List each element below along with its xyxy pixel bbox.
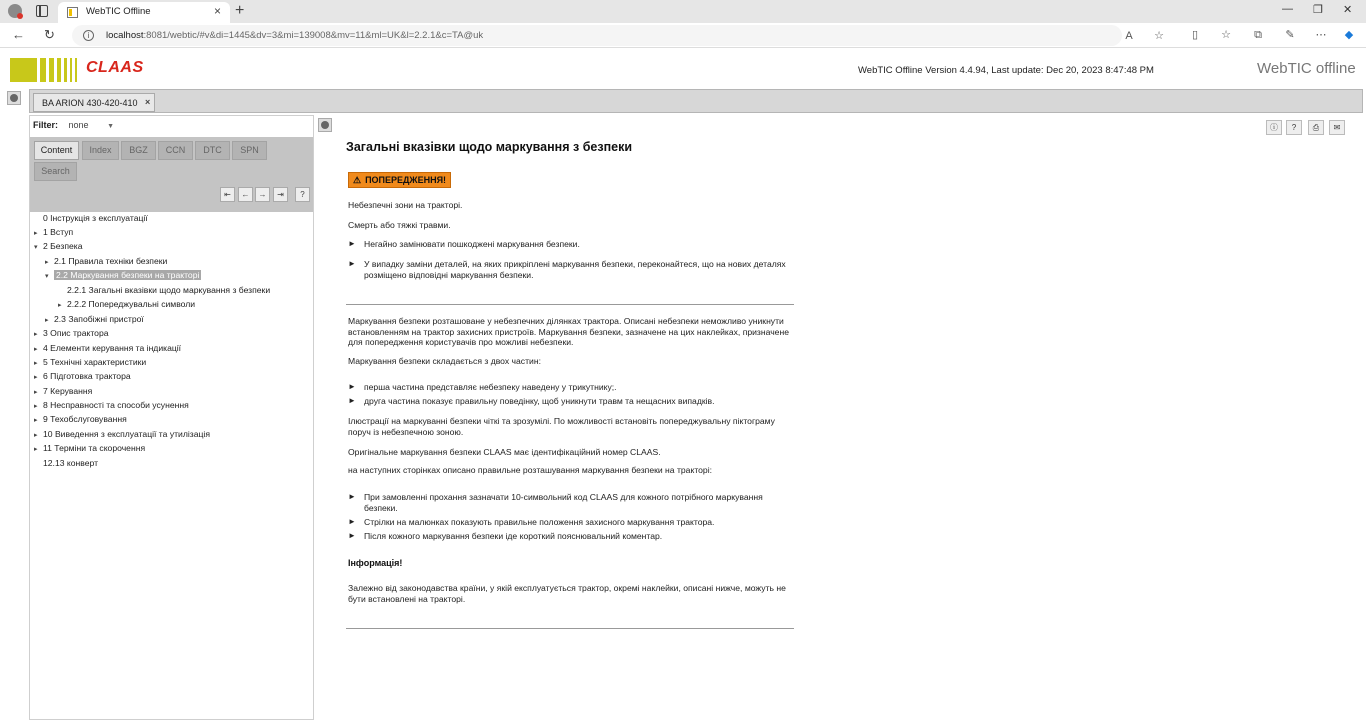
- tree-item[interactable]: ▸ 11 Терміни та скорочення: [34, 443, 146, 453]
- site-info-icon[interactable]: i: [83, 30, 94, 41]
- split-screen-icon[interactable]: ▯: [1191, 29, 1199, 41]
- paragraph: Ілюстрації на маркуванні безпеки чіткі та зрозумілі. По можливості встановіть попереджувальну піктограму поруч із небезпечною зоною.: [348, 416, 775, 437]
- claas-logo-bars: [10, 58, 78, 82]
- divider: [346, 628, 794, 629]
- document-tab-label: BA ARION 430-420-410: [42, 98, 138, 108]
- app-header: [0, 48, 1366, 88]
- side-toggle-icon[interactable]: [7, 91, 21, 105]
- more-icon[interactable]: ⋯: [1315, 29, 1327, 41]
- url-text: localhost:8081/webtic/#v&di=1445&dv=3&mi=139008&mv=11&ml=UK&l=2.2.1&c=TA@uk: [106, 30, 484, 41]
- help-icon[interactable]: ?: [1286, 120, 1302, 135]
- tab-bgz[interactable]: BGZ: [121, 141, 156, 160]
- tree-item[interactable]: 2.2.1 Загальні вказівки щодо маркування з безпеки: [67, 285, 271, 295]
- extensions-icon[interactable]: ✎: [1285, 29, 1295, 41]
- document-tab-bar: [29, 89, 1363, 113]
- filter-label: Filter:: [33, 120, 59, 130]
- new-tab-icon[interactable]: +: [235, 2, 245, 19]
- back-icon[interactable]: ←: [12, 27, 25, 42]
- print-icon[interactable]: ⎙: [1308, 120, 1324, 135]
- paragraph: Залежно від законодавства країни, у якій експлуатується трактор, окремі наклейки, описані нижче, можуть не бути встановлені на тракторі.: [348, 583, 786, 604]
- first-page-button[interactable]: ⇤: [220, 187, 235, 202]
- paragraph: Маркування безпеки розташоване у небезпечних ділянках трактора. Описані небезпеки неможливо уникнути встановленням на трактор захисних пристроїв. Маркування безпеки, зазначене на цих наклейках, призначене для попередження користувачів про можливі небезпеки.: [348, 316, 789, 347]
- tree-item[interactable]: ▸ 5 Технічні характеристики: [34, 357, 147, 367]
- navigation-panel: [29, 115, 314, 720]
- info-icon[interactable]: ⓘ: [1266, 120, 1282, 135]
- reload-icon[interactable]: ↻: [44, 27, 55, 42]
- list-item: ► При замовленні прохання зазначати 10-символьний код CLAAS для кожного потрібного маркування безпеки.: [348, 492, 763, 513]
- list-item: ► Після кожного маркування безпеки іде короткий пояснювальний коментар.: [348, 531, 663, 541]
- help-button[interactable]: ?: [295, 187, 310, 202]
- tree-item[interactable]: ▸ 6 Підготовка трактора: [34, 371, 131, 381]
- favorites-icon[interactable]: ☆: [1221, 29, 1231, 41]
- paragraph: Маркування безпеки складається з двох частин:: [348, 356, 541, 366]
- maximize-icon[interactable]: ❐: [1313, 4, 1323, 16]
- tab-index[interactable]: Index: [82, 141, 119, 160]
- tab-ccn[interactable]: CCN: [158, 141, 193, 160]
- nav-tabs-area: [30, 137, 313, 212]
- filter-value[interactable]: none: [68, 120, 89, 130]
- tab-actions-icon[interactable]: [36, 5, 48, 17]
- tree-item[interactable]: ▸ 4 Елементи керування та індикації: [34, 343, 182, 353]
- tree-item[interactable]: ▸ 8 Несправності та способи усунення: [34, 400, 189, 410]
- list-item: ► Стрілки на малюнках показують правильне положення захисного маркування трактора.: [348, 517, 715, 527]
- address-bar-row: [0, 23, 1366, 48]
- list-item: ► друга частина показує правильну поведінку, щоб уникнути травм та нещасних випадків.: [348, 396, 715, 406]
- prev-page-button[interactable]: ←: [238, 187, 253, 202]
- warning-consequence: Смерть або тяжкі травми.: [348, 220, 451, 230]
- list-item: ► Негайно замінювати пошкоджені маркування безпеки.: [348, 239, 580, 249]
- tree-item[interactable]: ▾ 2 Безпека: [34, 241, 83, 251]
- warning-triangle-icon: ⚠: [353, 175, 362, 185]
- webtic-brand: WebTIC offline: [1257, 60, 1356, 77]
- tab-dtc[interactable]: DTC: [195, 141, 230, 160]
- list-item: ► У випадку заміни деталей, на яких прикріплені маркування безпеки, переконайтеся, що на нових деталях розміщено відповідні маркування безпеки.: [348, 259, 786, 280]
- paragraph: Оригінальне маркування безпеки CLAAS має ідентифікаційний номер CLAAS.: [348, 447, 661, 457]
- info-title: Інформація!: [348, 558, 403, 568]
- window-close-icon[interactable]: ✕: [1343, 4, 1353, 16]
- read-aloud-icon[interactable]: A: [1125, 30, 1133, 42]
- paragraph: на наступних сторінках описано правильне розташування маркування безпеки на тракторі:: [348, 465, 713, 475]
- tree-item[interactable]: ▸ 9 Техобслуговування: [34, 414, 127, 424]
- favorite-star-icon[interactable]: ☆: [1154, 30, 1164, 42]
- tree-item[interactable]: 12.13 конверт: [43, 458, 99, 468]
- favicon-icon: [67, 7, 78, 18]
- copilot-icon[interactable]: ◆: [1344, 29, 1354, 41]
- tree-item[interactable]: ▸ 7 Керування: [34, 386, 93, 396]
- collections-icon[interactable]: ⧉: [1254, 29, 1262, 41]
- divider: [346, 304, 794, 305]
- tree-item[interactable]: ▸ 1 Вступ: [34, 227, 74, 237]
- page-title: Загальні вказівки щодо маркування з безпеки: [346, 140, 633, 154]
- version-text: WebTIC Offline Version 4.4.94, Last update: Dec 20, 2023 8:47:48 PM: [858, 65, 1154, 76]
- collapse-panel-icon[interactable]: [318, 118, 332, 132]
- tree-item[interactable]: ▸ 3 Опис трактора: [34, 328, 109, 338]
- tree-item[interactable]: ▸ 2.1 Правила техніки безпеки: [45, 256, 168, 266]
- tree-item[interactable]: 0 Інструкція з експлуатації: [43, 213, 148, 223]
- filter-dropdown-icon[interactable]: ▼: [107, 123, 115, 130]
- browser-tab[interactable]: [58, 2, 230, 23]
- tab-spn[interactable]: SPN: [232, 141, 267, 160]
- tree-item[interactable]: ▸ 2.3 Запобіжні пристрої: [45, 314, 144, 324]
- tree-item-selected[interactable]: ▾ 2.2 Маркування безпеки на тракторі: [45, 270, 200, 280]
- tab-search[interactable]: Search: [34, 162, 77, 181]
- claas-logo-text: CLAAS: [86, 59, 144, 76]
- browser-tabstrip: [0, 0, 1366, 23]
- list-item: ► перша частина представляє небезпеку наведену у трикутнику;.: [348, 382, 617, 392]
- mail-icon[interactable]: ✉: [1329, 120, 1345, 135]
- minimize-icon[interactable]: —: [1282, 3, 1293, 15]
- next-page-button[interactable]: →: [255, 187, 270, 202]
- warning-badge: ⚠ ПОПЕРЕДЖЕННЯ!: [348, 172, 451, 188]
- browser-tab-title: WebTIC Offline: [86, 6, 151, 17]
- document-tab[interactable]: [33, 93, 155, 112]
- document-tab-close-icon[interactable]: ×: [145, 97, 151, 107]
- tab-content[interactable]: Content: [34, 141, 79, 160]
- url-field[interactable]: [72, 25, 1164, 46]
- last-page-button[interactable]: ⇥: [273, 187, 288, 202]
- close-tab-icon[interactable]: ×: [214, 4, 222, 18]
- profile-icon[interactable]: [8, 4, 22, 18]
- tree-item[interactable]: ▸ 10 Виведення з експлуатації та утилізація: [34, 429, 210, 439]
- filter-row[interactable]: [33, 120, 114, 130]
- tree-item[interactable]: ▸ 2.2.2 Попереджувальні символи: [58, 299, 196, 309]
- warning-text: Небезпечні зони на тракторі.: [348, 200, 463, 210]
